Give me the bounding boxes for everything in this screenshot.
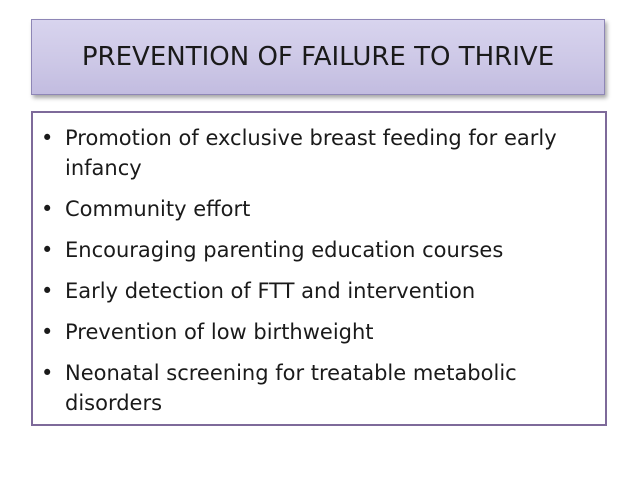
bullet-list [41,121,601,427]
bullet-text: Neonatal screening for treatable metabolic [65,361,517,385]
bullet-text: disorders [65,391,163,415]
bullet-item [41,192,601,226]
bullet-dot: • [41,361,54,385]
bullet-text: infancy [65,156,142,180]
slide-title-box [31,19,605,95]
bullet-dot: • [41,238,54,262]
bullet-item [41,121,601,185]
bullet-item [41,274,601,308]
slide-content-box [31,111,607,426]
bullet-text: Promotion of exclusive breast feeding for early [65,126,557,150]
bullet-item [41,233,601,267]
bullet-text: Encouraging parenting education courses [65,238,504,262]
bullet-item [41,356,601,420]
bullet-text: Prevention of low birthweight [65,320,374,344]
bullet-text: Early detection of FTT and intervention [65,279,476,303]
bullet-dot: • [41,279,54,303]
bullet-item [41,315,601,349]
bullet-dot: • [41,126,54,150]
bullet-dot: • [41,197,54,221]
bullet-dot: • [41,320,54,344]
bullet-text: Community effort [65,197,251,221]
slide-title: PREVENTION OF FAILURE TO THRIVE [81,42,555,72]
